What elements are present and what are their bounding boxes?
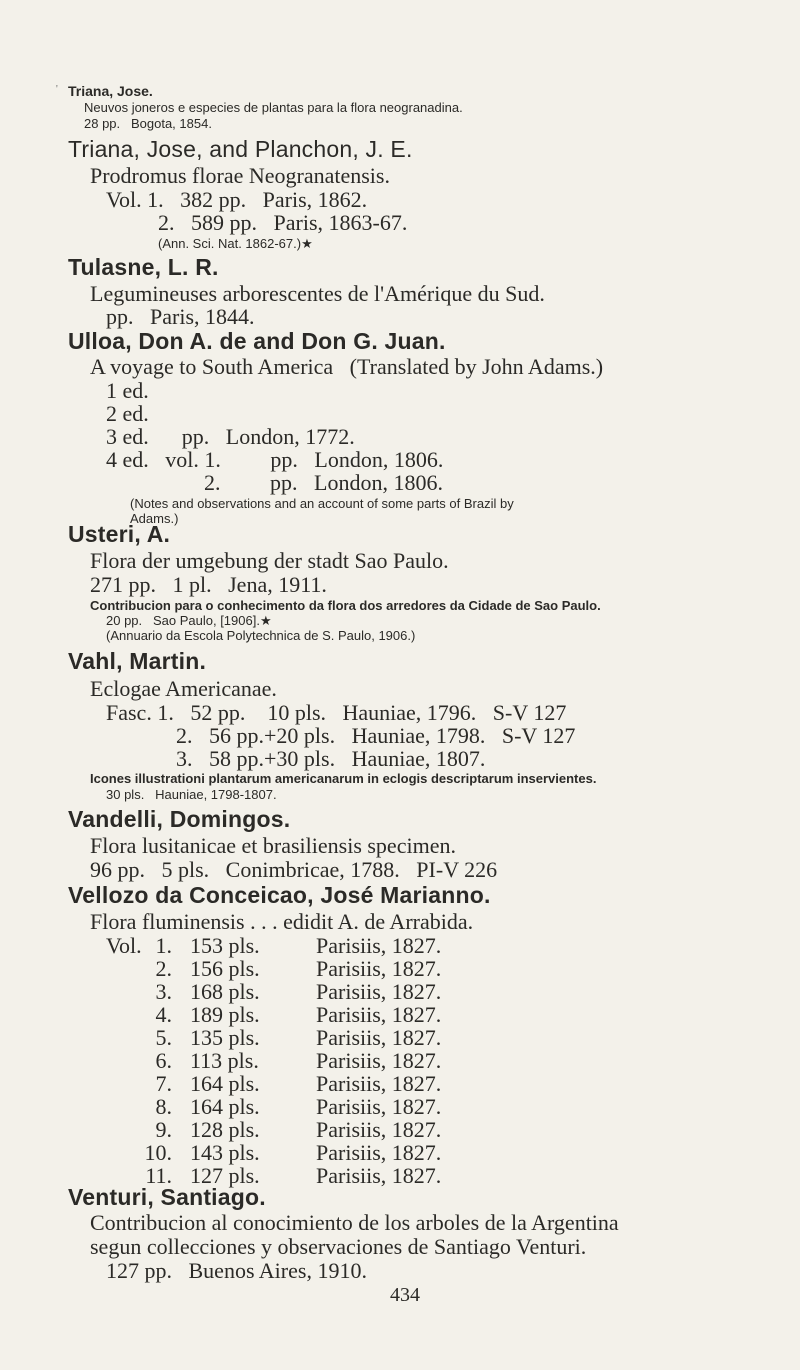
vellozo-vol-number: 6. (155, 1048, 172, 1073)
entry-ed2-ulloa: 2 ed. (106, 401, 149, 426)
entry-note2-ulloa: Adams.) (130, 511, 179, 526)
vellozo-vol-prefix: Vol. (106, 933, 142, 958)
entry-fasc1-vahl: Fasc. 1. 52 pp. 10 pls. Hauniae, 1796. S-V 127 (106, 700, 567, 725)
vellozo-vol-plates: 128 pls. (190, 1117, 260, 1142)
entry-heading-ulloa: Ulloa, Don A. de and Don G. Juan. (68, 328, 446, 354)
vellozo-vol-plates: 164 pls. (190, 1071, 260, 1096)
vellozo-vol-plates: 168 pls. (190, 979, 260, 1004)
vellozo-vol-imprint: Parisiis, 1827. (316, 1048, 442, 1073)
entry-heading-venturi: Venturi, Santiago. (68, 1184, 266, 1210)
entry-ed1-ulloa: 1 ed. (106, 378, 149, 403)
vellozo-vol-imprint: Parisiis, 1827. (316, 933, 442, 958)
entry-imprint-venturi: 127 pp. Buenos Aires, 1910. (106, 1258, 367, 1283)
entry-fasc3-vahl: 3. 58 pp.+30 pls. Hauniae, 1807. (176, 746, 486, 771)
entry-heading-vandelli: Vandelli, Domingos. (68, 806, 291, 832)
vellozo-vol-number: 9. (155, 1117, 172, 1142)
entry-vol1-prodromus: Vol. 1. 382 pp. Paris, 1862. (106, 187, 368, 212)
entry-sub3-usteri: (Annuario da Escola Polytechnica de S. Paulo, 1906.) (106, 628, 416, 643)
vellozo-vol-imprint: Parisiis, 1827. (316, 956, 442, 981)
entry-note-prodromus: (Ann. Sci. Nat. 1862-67.)★ (158, 236, 313, 251)
entry-imprint-triana: 28 pp. Bogota, 1854. (84, 116, 212, 131)
entry-ed4-ulloa: 4 ed. vol. 1. pp. London, 1806. (106, 447, 444, 472)
vellozo-vol-imprint: Parisiis, 1827. (316, 1163, 442, 1188)
entry-heading-triana-planchon: Triana, Jose, and Planchon, J. E. (68, 136, 413, 162)
entry-heading-vellozo: Vellozo da Conceicao, José Marianno. (68, 882, 491, 908)
entry-note1-ulloa: (Notes and observations and an account of some parts of Brazil by (130, 496, 514, 511)
entry-heading-vahl: Vahl, Martin. (68, 648, 207, 674)
vellozo-vol-plates: 143 pls. (190, 1140, 260, 1165)
entry-title-tulasne: Legumineuses arborescentes de l'Amérique du Sud. (90, 281, 545, 306)
entry-title-vellozo: Flora fluminensis . . . edidit A. de Arrabida. (90, 909, 474, 934)
vellozo-vol-number: 8. (155, 1094, 172, 1119)
entry-imprint-tulasne: pp. Paris, 1844. (106, 304, 255, 329)
margin-tick: ' (56, 84, 58, 95)
vellozo-vol-imprint: Parisiis, 1827. (316, 1002, 442, 1027)
entry-title-usteri: Flora der umgebung der stadt Sao Paulo. (90, 548, 449, 573)
entry-sub1-usteri: Contribucion para o conhecimento da flora dos arredores da Cidade de Sao Paulo. (90, 598, 601, 613)
entry-ed3-ulloa: 3 ed. pp. London, 1772. (106, 424, 355, 449)
vellozo-vol-imprint: Parisiis, 1827. (316, 1117, 442, 1142)
vellozo-vol-number: 1. (155, 933, 172, 958)
entry-heading-tulasne: Tulasne, L. R. (68, 254, 219, 280)
entry-sub1-vahl: Icones illustrationi plantarum americanarum in eclogis descriptarum inservientes. (90, 771, 597, 786)
entry-title2-venturi: segun collecciones y observaciones de Santiago Venturi. (90, 1234, 587, 1259)
vellozo-vol-number: 11. (145, 1163, 172, 1188)
vellozo-vol-plates: 153 pls. (190, 933, 260, 958)
entry-fasc2-vahl: 2. 56 pp.+20 pls. Hauniae, 1798. S-V 127 (176, 723, 576, 748)
entry-title-prodromus: Prodromus florae Neogranatensis. (90, 163, 390, 188)
vellozo-vol-plates: 127 pls. (190, 1163, 260, 1188)
vellozo-vol-plates: 164 pls. (190, 1094, 260, 1119)
vellozo-vol-number: 5. (155, 1025, 172, 1050)
vellozo-vol-imprint: Parisiis, 1827. (316, 1140, 442, 1165)
page-number: 434 (390, 1284, 420, 1306)
vellozo-vol-number: 4. (155, 1002, 172, 1027)
entry-sub2-vahl: 30 pls. Hauniae, 1798-1807. (106, 787, 277, 802)
vellozo-vol-imprint: Parisiis, 1827. (316, 1071, 442, 1096)
vellozo-vol-plates: 189 pls. (190, 1002, 260, 1027)
vellozo-vol-number: 7. (155, 1071, 172, 1096)
vellozo-vol-plates: 113 pls. (190, 1048, 259, 1073)
vellozo-vol-plates: 156 pls. (190, 956, 260, 981)
vellozo-vol-number: 2. (155, 956, 172, 981)
vellozo-vol-imprint: Parisiis, 1827. (316, 1094, 442, 1119)
entry-title-vahl: Eclogae Americanae. (90, 676, 277, 701)
entry-ed4-vol2-ulloa: 2. pp. London, 1806. (204, 470, 443, 495)
entry-title-triana: Neuvos joneros e especies de plantas para la flora neogranadina. (84, 100, 463, 115)
vellozo-vol-imprint: Parisiis, 1827. (316, 979, 442, 1004)
entry-title-ulloa: A voyage to South America (Translated by John Adams.) (90, 354, 604, 379)
entry-imprint-usteri: 271 pp. 1 pl. Jena, 1911. (90, 572, 327, 597)
vellozo-vol-number: 3. (155, 979, 172, 1004)
entry-heading-triana: Triana, Jose. (68, 83, 153, 99)
entry-sub2-usteri: 20 pp. Sao Paulo, [1906].★ (106, 613, 272, 628)
vellozo-vol-imprint: Parisiis, 1827. (316, 1025, 442, 1050)
vellozo-vol-number: 10. (144, 1140, 172, 1165)
entry-heading-usteri: Usteri, A. (68, 521, 171, 547)
entry-vol2-prodromus: 2. 589 pp. Paris, 1863-67. (158, 210, 408, 235)
entry-imprint-vandelli: 96 pp. 5 pls. Conimbricae, 1788. PI-V 226 (90, 857, 498, 882)
entry-title1-venturi: Contribucion al conocimiento de los arboles de la Argentina (90, 1210, 619, 1235)
vellozo-vol-plates: 135 pls. (190, 1025, 260, 1050)
entry-title-vandelli: Flora lusitanicae et brasiliensis specimen. (90, 833, 456, 858)
